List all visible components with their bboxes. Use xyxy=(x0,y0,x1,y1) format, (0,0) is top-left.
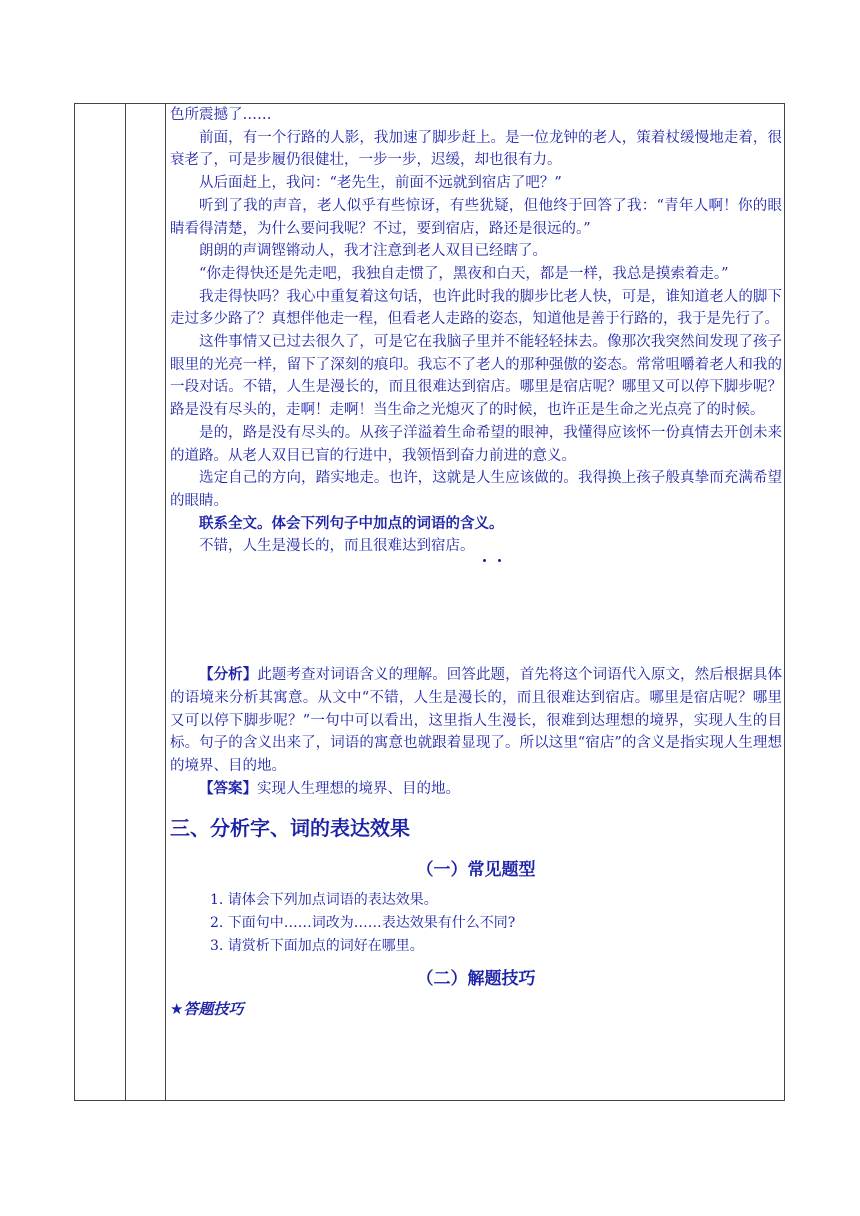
analysis-tag: 【分析】 xyxy=(199,667,258,684)
passage-paragraph: 从后面赶上，我问：“老先生，前面不远就到宿店了吧？” xyxy=(199,175,562,192)
answer-tag: 【答案】 xyxy=(199,780,257,797)
tips-heading: ★答题技巧 xyxy=(170,999,244,1018)
section-title: 三、分析字、词的表达效果 xyxy=(170,815,410,840)
subsection-title-common-types: （一）常见题型 xyxy=(416,859,536,880)
question-sentence-text: 不错，人生是漫长的，而且很难达到宿店。 xyxy=(199,538,475,555)
passage-paragraph: “你走得快还是先走吧，我独自走惯了，黑夜和白天，都是一样，我总是摸索着走。” xyxy=(199,265,729,282)
subsection-title-techniques: （二）解题技巧 xyxy=(416,968,536,989)
analysis-paragraph xyxy=(170,664,782,778)
passage-paragraph: 色所震撼了…… xyxy=(170,107,272,123)
list-item: 3. 请赏析下面加点的词好在哪里。 xyxy=(210,937,424,954)
list-item: 2. 下面句中……词改为……表达效果有什么不同? xyxy=(210,914,516,931)
question-sentence xyxy=(170,535,782,558)
passage-paragraph: 朗朗的声调铿锵动人，我才注意到老人双目已经瞎了。 xyxy=(199,243,547,260)
question-type-list xyxy=(170,889,782,958)
passage-paragraph: 选定自己的方向，踏实地走。也许，这就是人生应该做的。我得换上孩子般真挚而充满希望的眼睛。 xyxy=(170,470,782,509)
column-divider-2 xyxy=(165,104,166,1100)
analysis-text: 此题考查对词语含义的理解。回答此题，首先将这个词语代入原文，然后根据具体的语境来分析其寓意。从文中“不错，人生是漫长的，而且很难达到宿店。哪里是宿店呢？哪里又可以停下脚步呢？”一句中可以看出，这里指人生漫长，很难到达理想的境界，实现人生的目标。句子的含义出来了，词语的寓意也就跟着显现了。所以这里“宿店”的含义是指实现人生理想的境界、目的地。 xyxy=(170,667,783,775)
answer-space xyxy=(170,558,782,664)
passage-paragraph: 这件事情又已过去很久了，可是它在我脑子里并不能轻轻抹去。像那次我突然间发现了孩子眼里的光亮一样，留下了深刻的痕印。我忘不了老人的那种强傲的姿态。常常咀嚼着老人和我的一段对话。不错，人生是漫长的，而且很难达到宿店。哪里是宿店呢？哪里又可以停下脚步呢？路是没有尽头的，走啊！走啊！当生命之光熄灭了的时候，也许正是生命之光点亮了的时候。 xyxy=(170,334,782,419)
passage-paragraph: 是的，路是没有尽头的。从孩子洋溢着生命希望的眼神，我懂得应该怀一份真情去开创未来的道路。从老人双目已盲的行进中，我领悟到奋力前进的意义。 xyxy=(170,424,782,464)
list-item: 1. 请体会下列加点词语的表达效果。 xyxy=(210,891,438,908)
column-divider-1 xyxy=(125,104,126,1100)
question-prompt: 联系全文。体会下列句子中加点的词语的含义。 xyxy=(199,515,504,532)
passage-paragraph: 听到了我的声音，老人似乎有些惊讶，有些犹疑，但他终于回答了我：“青年人啊！你的眼睛看得清楚，为什么要问我呢？不过，要到宿店，路还是很远的。” xyxy=(170,197,782,237)
answer-paragraph xyxy=(170,778,782,801)
passage-paragraph: 我走得快吗？我心中重复着这句话，也许此时我的脚步比老人快，可是，谁知道老人的脚下走过多少路了？真想伴他走一程，但看老人走路的姿态，知道他是善于行路的，我于是先行了。 xyxy=(170,288,782,328)
answer-text: 实现人生理想的境界、目的地。 xyxy=(257,780,460,797)
passage-paragraph: 前面，有一个行路的人影，我加速了脚步赶上。是一位龙钟的老人，策着杖缓慢地走着，很衰老了，可是步履仍很健壮，一步一步，迟缓，却也很有力。 xyxy=(170,129,782,169)
content-cell xyxy=(170,104,782,1020)
